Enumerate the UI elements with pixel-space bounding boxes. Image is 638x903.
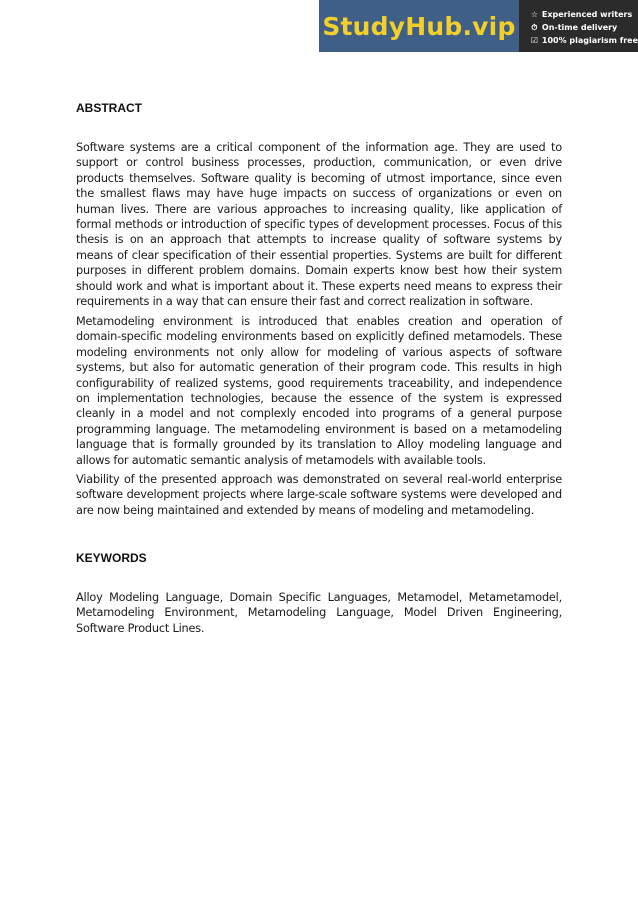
keywords-section bbox=[76, 551, 562, 565]
banner-logo-text: StudyHub.vip bbox=[322, 11, 516, 41]
feature-experienced-writers bbox=[530, 10, 638, 20]
banner-features bbox=[519, 0, 638, 52]
feature-label: Experienced writers bbox=[541, 10, 633, 19]
clock-icon: ⏱ bbox=[531, 23, 538, 32]
abstract-section bbox=[76, 101, 562, 115]
feature-plagiarism-free bbox=[530, 36, 638, 46]
banner-logo[interactable] bbox=[319, 0, 519, 52]
abstract-body bbox=[76, 140, 562, 309]
check-icon: ☑ bbox=[530, 36, 538, 45]
promo-banner[interactable] bbox=[319, 0, 638, 52]
keywords-heading: KEYWORDS bbox=[76, 551, 147, 565]
abstract-body-2 bbox=[76, 314, 562, 468]
abstract-paragraph-3: Viability of the presented approach was demonstrated on several real-world enterprise software development projects where large-scale software systems were developed and are now being maintained and extended by means of modeling and metamodeling. bbox=[76, 473, 562, 517]
abstract-heading: ABSTRACT bbox=[76, 101, 142, 115]
keywords-text: Alloy Modeling Language, Domain Specific Languages, Metamodel, Metametamodel, Metamodeling Environment, Metamodeling Language, Model Driven Engineering, Software Product Lines. bbox=[76, 591, 562, 635]
abstract-body-3 bbox=[76, 472, 562, 518]
feature-label: On-time delivery bbox=[541, 23, 618, 32]
keywords-body bbox=[76, 590, 562, 636]
abstract-paragraph-1: Software systems are a critical component of the information age. They are used to support or control business processes, production, communication, or even drive products themselves. Software quality is becoming of utmost importance, since even the smallest flaws may have huge impacts on success of organizations or even on human lives. There are various approaches to increasing quality, like application of formal methods or introduction of specific types of development processes. Focus of this thesis is on an approach that attempts to increase quality of software systems by means of clear specification of their essential properties. Systems are built for different purposes in different problem domains. Domain experts know best how their system should work and what is important about it. These experts need means to express their requirements in a way that can ensure their fast and correct realization in software. bbox=[76, 141, 562, 309]
feature-label: 100% plagiarism free bbox=[541, 36, 638, 45]
abstract-paragraph-2: Metamodeling environment is introduced that enables creation and operation of domain-specific modeling environments based on explicitly defined metamodels. These modeling environments not only allow for modeling of various aspects of software systems, but also for automatic generation of their program code. This results in high configurability of realized systems, good requirements traceability, and independence on implementation technologies, because the essence of the system is expressed cleanly in a model and not complexly encoded into programs of a general purpose programming language. The metamodeling environment is based on a metamodeling language that is formally grounded by its translation to Alloy modeling language and allows for automatic semantic analysis of metamodels with available tools. bbox=[76, 315, 562, 467]
feature-on-time-delivery bbox=[530, 23, 638, 33]
star-icon: ☆ bbox=[530, 10, 538, 19]
